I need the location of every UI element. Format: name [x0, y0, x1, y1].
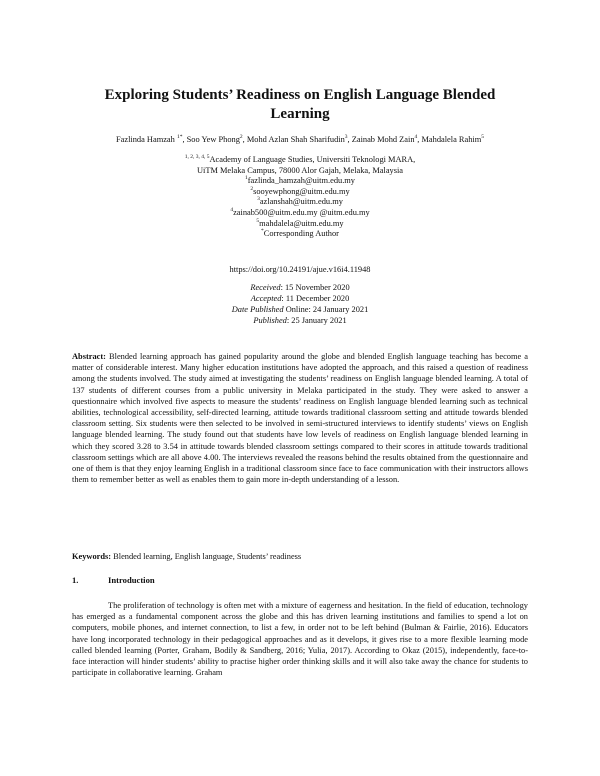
keywords-label: Keywords: — [72, 552, 112, 561]
author-sup: 1* — [176, 134, 183, 141]
author-sup: 5 — [481, 134, 484, 141]
affiliation-block — [100, 155, 500, 240]
author-sup: 4 — [414, 134, 418, 141]
abstract-label: Abstract: — [72, 352, 106, 361]
section-title: Introduction — [108, 575, 155, 585]
publication-dates — [100, 282, 500, 326]
accepted-date: Accepted: 11 December 2020 — [250, 294, 350, 303]
author-email[interactable]: $^5$mahdalela@uitm.edu.my — [256, 217, 344, 228]
author-name: Fazlinda Hamzah — [116, 135, 175, 144]
section-heading — [72, 575, 155, 585]
keywords-text: Blended learning, English language, Students’ readiness — [113, 552, 302, 561]
author-name: Soo Yew Phong — [186, 135, 240, 144]
author-email[interactable]: $^4$zainab500@uitm.edu.my @uitm.edu.my — [230, 207, 370, 217]
section-number: 1. — [72, 575, 79, 585]
abstract-text: Blended learning approach has gained popularity around the globe and blended English language teaching has become a matter of considerable interest. Many higher education institutions have adopted the approach, and this raised a question of readiness among the students involved. The study aimed at investigating the students’ readiness on English language blended learning. A total of 137 students of different courses from a public university in Melaka participated in the study. They were asked to answer a questionnaire which involved five aspects to measure the students’ readiness on English language blended learning such as technical abilities, technological accessibility, self-directed learning, attitude towards traditional classroom setting and attitude towards blended classroom setting. Six students were then selected to be involved in semi-structured interviews to identify students’ views on English language blended learning. The study found out that students have low levels of readiness on English language blended learning in which they scored 3.28 to 3.54 in attitude towards blended classroom settings compared to their scores in attitude towards traditional classroom settings which are all above 4.00. The interviews revealed the reasons behind the results obtained from the questionnaire and one of them is that they enjoy learning English in a traditional classroom since face to face communication with their instructors allows them to remember better as well as enables them to gain more in-depth understanding of a lesson. — [72, 352, 528, 485]
affiliation-sup: 1, 2, 3, 4, 5 — [184, 154, 210, 161]
author-name: Mahdalela Rahim — [421, 135, 482, 144]
published-date: Published: 25 January 2021 — [253, 316, 347, 325]
keywords — [72, 551, 528, 562]
abstract — [72, 351, 528, 485]
author-name: Mohd Azlan Shah Sharifudin — [246, 135, 345, 144]
corresponding-author-note: *Corresponding Author — [261, 228, 339, 239]
introduction-paragraph: The proliferation of technology is often met with a mixture of eagerness and hesitation. In the field of education, technology has emerged as a fundamental component across the globe and this has driven learning institutions and families to spend a lot on computers, mobile phones, and internet connection, to list a few, in order not to be left behind (Bulman & Fairlie, 2016). Educators have long incorporated technology in their pedagogical approaches and as it develops, it gives rise to a more flexible learning mode called blended learning (Porter, Graham, Bodily & Sandberg, 2016; Yulia, 2017). According to Okaz (2015), independently, face-to-face interaction will hinder students’ ability to practise higher order thinking skills and it will also take away the chance for students to participate in collaborative learning. Graham — [72, 601, 528, 678]
author-sup: 3 — [344, 134, 348, 141]
author-email[interactable]: $^3$azlanshah@uitm.edu.my — [257, 196, 343, 207]
paper-title: Exploring Students’ Readiness on English Language Blended Learning — [104, 87, 496, 122]
received-date: Received: 15 November 2020 — [250, 283, 350, 292]
affiliation-line: UiTM Melaka Campus, 78000 Alor Gajah, Melaka, Malaysia — [196, 165, 404, 175]
author-name: Zainab Mohd Zain — [351, 135, 415, 144]
doi-link[interactable]: https://doi.org/10.24191/ajue.v16i4.11948 — [229, 265, 371, 274]
affiliation-line: $^{1, 2, 3, 4, 5}$Academy of Language Studies, Universiti Teknologi MARA, — [184, 154, 416, 164]
author-email[interactable]: $^1$fazlinda_hamzah@uitm.edu.my — [245, 175, 355, 186]
author-list: Fazlinda Hamzah $^{1*}$, Soo Yew Phong$^2$, Mohd Azlan Shah Sharifudin$^3$, Zainab Mohd Zain$^4$, Mahdalela Rahim$^5$ — [116, 134, 484, 144]
author-sup: 2 — [239, 134, 243, 141]
online-date: Date Published Online: 24 January 2021 — [231, 305, 369, 314]
author-email[interactable]: $^2$sooyewphong@uitm.edu.my — [250, 185, 350, 196]
